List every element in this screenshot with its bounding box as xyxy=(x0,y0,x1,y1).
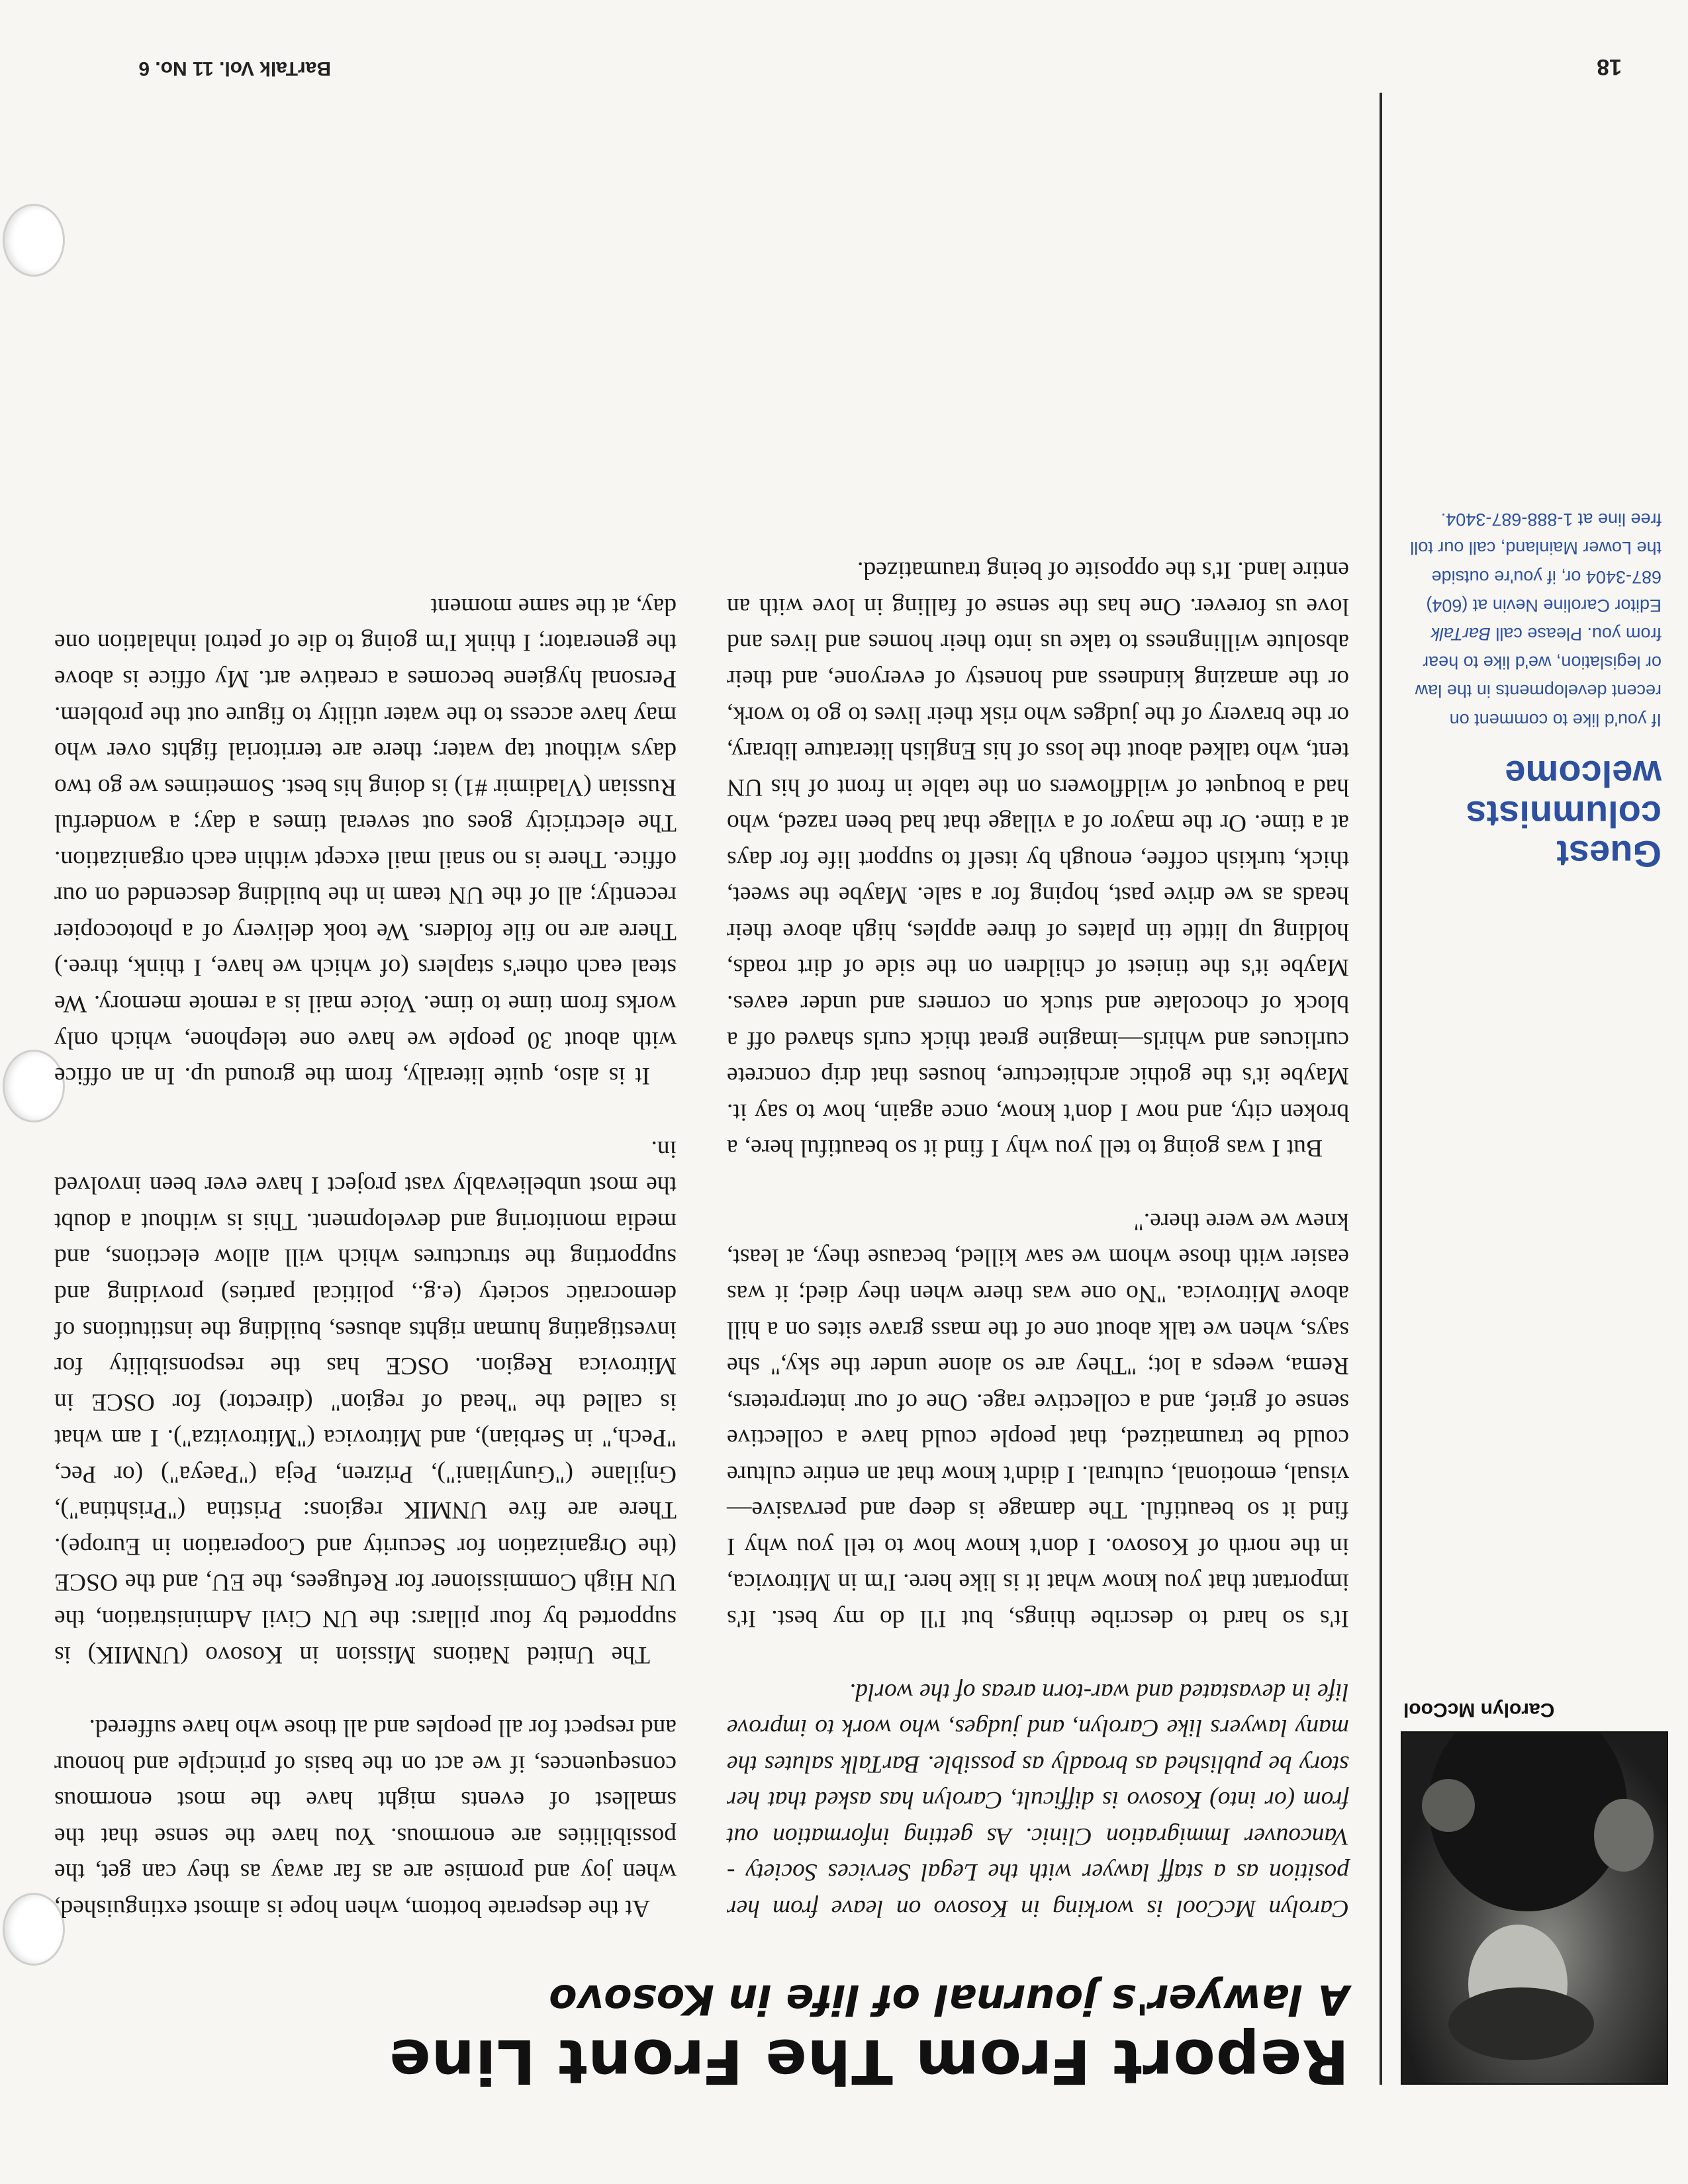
sidebar-title-line: Guest xyxy=(1556,833,1662,875)
column-rule xyxy=(1380,93,1382,2085)
background-figure xyxy=(1422,1779,1475,1832)
sidebar-title-line: columnists xyxy=(1466,793,1662,835)
article-paragraph: But I was going to tell you why I find it so beautiful here, a broken city, and now I don't know, once again, how to say it. Maybe it's the gothic architecture, houses that drip concrete curlicues and whirls—imagine great thick curls shaved off a block of chocolate and stuck on corners and under eaves. Maybe it's the tiniest of children on the side of dirt roads, holding up little tin plates of three apples, high above their heads as we drive past, hoping for a sale. Maybe the sweet, thick, turkish coffee, enough by itself to support life for days at a time. Or the mayor of a village that had been razed, who had a bouquet of wildflowers on the table in front of his UN tent, who talked about the loss of his English literature library, or the bravery of the judges who risk their lives to go to work, or the amazing kindness and honesty of everyone, and their absolute willingness to take us into their homes and lives and love us forever. One has the sense of falling in love with an entire land. It's the opposite of being traumatized. xyxy=(727,557,1349,1162)
sidebar-title-line: welcome xyxy=(1505,753,1662,796)
publication-footer: BarTalk Vol. 11 No. 6 xyxy=(138,58,331,79)
article-paragraph: It is also, quite literally, from the ground up. In an office with about 30 people we have one telephone, which only works from time to time. Voice mail is a remote memory. We steal each other's staplers (of which we have, I think, three.) There are no file folders. We took delivery of a photocopier recently; all of the UN team in the building descended on our office. There is no snail mail except within each organization. The electricity goes out several times a day; a wonderful Russian (Vladimir #1) is doing his best. Sometimes we go two days without tap water; there are territorial fights over who may have access to the water utility to figure out the problem. Personal hygiene becomes a creative art. My office is above the generator; I think I'm going to die of petrol inhalation one day, at the same moment xyxy=(54,592,677,1090)
page-number: 18 xyxy=(1597,54,1622,79)
photo-caption: Carolyn McCool xyxy=(1403,1699,1555,1721)
guest-columnists-box xyxy=(1403,505,1662,874)
sidebar-text: Editor Caroline Nevin at (604) 687-3404 or, if you're outside the Lower Mainland, call our toll free line at 1-888-687-3404. xyxy=(1410,510,1662,615)
article-title: Report From The Front Line xyxy=(389,2026,1349,2097)
hair-shape xyxy=(1448,1987,1594,2060)
article-paragraph: It's so hard to describe things, but I'll do my best. It's important that you know what it is like here. I'm in Mitrovica, in the north of Kosovo. I don't know how to tell you why I find it so beautiful. The damage is deep and pervasive—visual, emotional, cultural. I didn't know that an entire culture could be traumatized, that people could have a collective sense of grief, and a collective rage. One of our interpreters, Rema, weeps a lot; "They are so alone under the sky," she says, when we talk about one of the mass grave sites on a hill above Mitrovica. "No one was there when they died; it was easier with those whom we saw killed, because they, at least, knew we were there." xyxy=(727,1207,1349,1633)
sidebar-text: If you'd like to comment on recent developments in the law or legislation, we'd like to hear from you. Please call xyxy=(1415,624,1662,730)
article-column-left xyxy=(727,552,1349,1926)
author-photo xyxy=(1401,1731,1668,2085)
microphone-shape xyxy=(1594,1799,1654,1872)
sidebar-title xyxy=(1403,754,1662,874)
article-headline xyxy=(52,1976,1349,2097)
article-paragraph: At the desperate bottom, when hope is almost extinguished, when joy and promise are as far away as they can get, the possibilities are enormous. You have the sense that the smallest of events might have the most enormous consequences, if we act on the basis of principle and honour and respect for all peoples and all those who have suffered. xyxy=(54,1714,677,1922)
sidebar-body xyxy=(1403,505,1662,734)
article-intro: Carolyn McCool is working in Kosovo on leave from her position as a staff lawyer with the Legal Services Society - Vancouver Immigration Clinic. As getting information out from (or into) Kosovo is difficult, Carolyn has asked that her story be published as broadly as possible. BarTalk salutes the many lawyers like Carolyn, and judges, who work to improve life in devastated and war-torn areas of the world. xyxy=(727,1678,1349,1922)
sidebar-text-emphasis: BarTalk xyxy=(1430,624,1491,645)
article-subtitle: A lawyer's journal of life in Kosovo xyxy=(549,1976,1349,2025)
article-paragraph: The United Nations Mission in Kosovo (UNMIK) is supported by four pillars: the UN Civil Administration, the UN High Commissioner for Refugees, the EU, and the OSCE (the Organization for Security and Cooperation in Europe). There are five UNMIK regions: Pristina ("Prishtina"), Gnjilane ("Gunyliani"), Prizren, Peja ("Paeya") (or Pec, "Pech," in Serbian), and Mitrovica ("Mitrovitza"). I am what is called the "head of region" (director) for OSCE in Mitrovica Region. OSCE has the responsibility for investigating human rights abuses, building the institutions of democratic society (e.g., political parties) providing and supporting the structures which will allow elections, and media monitoring and development. This is without a doubt the most unbelievably vast project I have ever been involved in. xyxy=(54,1135,677,1668)
binder-hole xyxy=(3,204,65,277)
article-column-right xyxy=(54,588,677,1926)
